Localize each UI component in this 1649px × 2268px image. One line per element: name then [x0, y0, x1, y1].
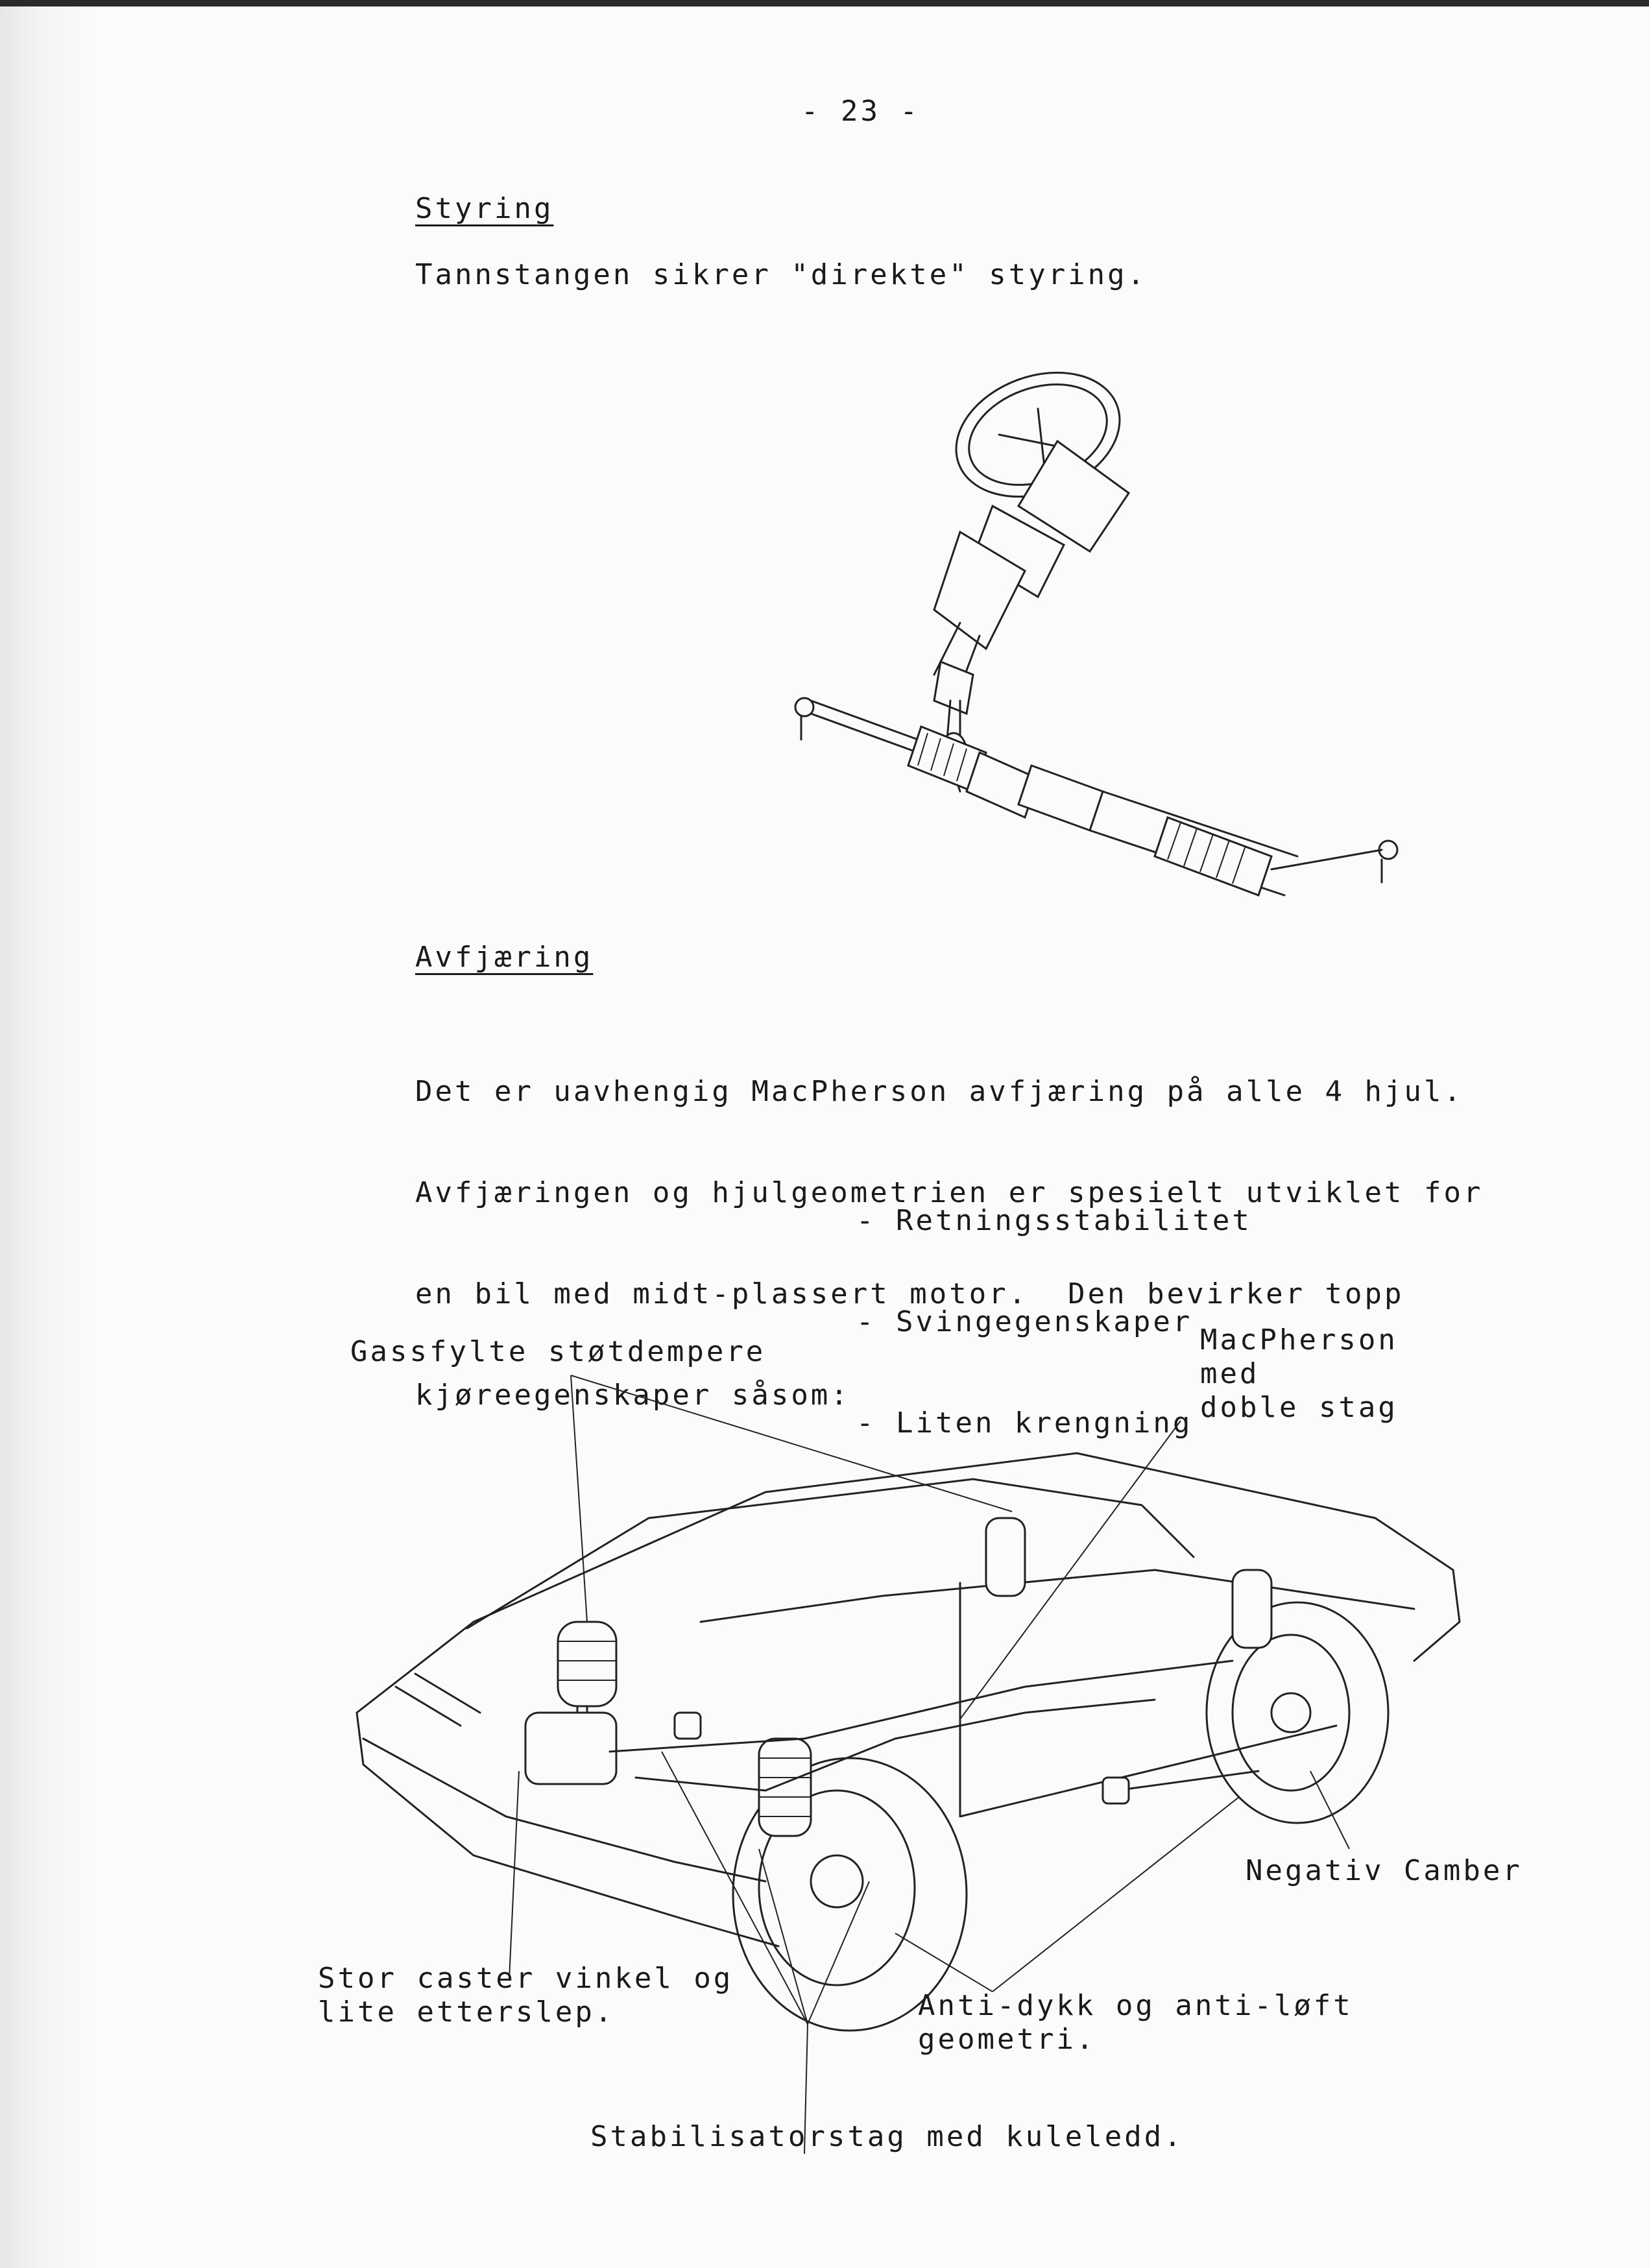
label-macpherson-3: doble stag [1200, 1391, 1398, 1424]
label-caster-2: lite etterslep. [318, 1996, 615, 2029]
bullet-item: - Liten krengning [856, 1406, 1193, 1440]
label-macpherson-2: med [1200, 1357, 1260, 1390]
label-anti-dive-2: geometri. [918, 2023, 1096, 2056]
steering-text: Tannstangen sikrer "direkte" styring. [415, 258, 1148, 291]
suspension-line: en bil med midt-plassert motor. Den bevirker topp [415, 1277, 1404, 1310]
steering-heading: Styring [415, 192, 554, 225]
label-anti-dive-1: Anti-dykk og anti-løft [918, 1989, 1353, 2022]
label-stabilizer: Stabilisatorstag med kuleledd. [590, 2120, 1184, 2153]
suspension-line: kjøreegenskaper såsom: [415, 1379, 850, 1412]
page-number: - 23 - [801, 95, 920, 128]
suspension-line: Avfjæringen og hjulgeometrien er spesielt utviklet for [415, 1176, 1484, 1209]
label-gas-shocks: Gassfylte støtdempere [350, 1335, 766, 1368]
suspension-heading: Avfjæring [415, 941, 594, 974]
label-negative-camber: Negativ Camber [1246, 1854, 1523, 1887]
label-caster-1: Stor caster vinkel og [318, 1962, 734, 1995]
bullet-item: - Svingegenskaper [856, 1305, 1193, 1338]
bullet-item: - Retningsstabilitet [856, 1204, 1252, 1237]
label-macpherson-1: MacPherson [1200, 1323, 1398, 1357]
suspension-line: Det er uavhengig MacPherson avfjæring på alle 4 hjul. [415, 1075, 1463, 1108]
